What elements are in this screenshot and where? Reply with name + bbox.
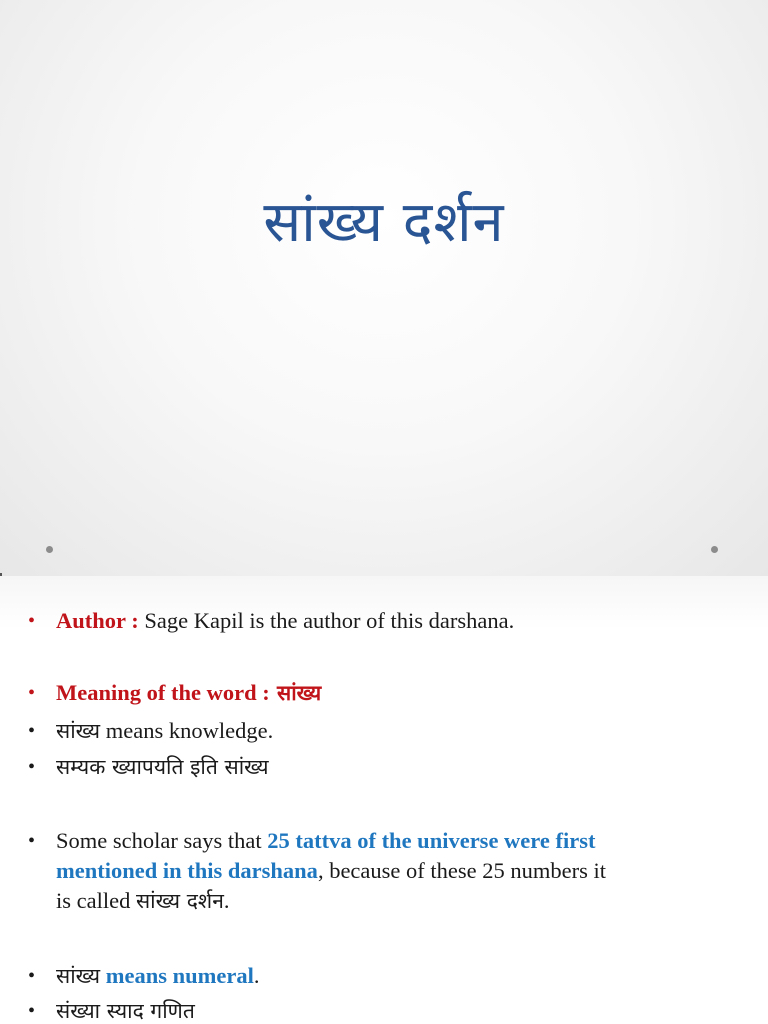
slide-title: सांख्य दर्शन — [263, 190, 505, 255]
scholar-deva: सांख्य दर्शन — [135, 889, 224, 913]
knowledge-word: सांख्य — [56, 719, 101, 743]
numeral-word: सांख्य — [56, 964, 101, 988]
bullet-marker: • — [28, 1000, 36, 1022]
sanskrit-text: सम्यक ख्यापयति इति सांख्य — [56, 755, 269, 779]
bullet-marker: • — [28, 682, 36, 704]
bullet-marker: • — [28, 965, 36, 987]
scholar-highlight-1: 25 tattva of the universe were first — [267, 828, 596, 853]
bullet-marker: • — [28, 756, 36, 778]
decorative-dot-left — [46, 546, 53, 553]
bullet-marker: • — [28, 720, 36, 742]
knowledge-text: means knowledge. — [100, 718, 274, 743]
bullet-text — [56, 678, 746, 708]
author-label: Author : — [56, 608, 139, 633]
numeral-highlight: means numeral — [105, 963, 254, 988]
scholar-post-2: is called — [56, 888, 136, 913]
bullet-marker: • — [28, 610, 36, 632]
last-text: संख्या स्याद गणित — [56, 999, 195, 1023]
numeral-end: . — [253, 963, 260, 988]
scholar-highlight-2: mentioned in this darshana — [56, 858, 318, 883]
bullet-text — [56, 716, 746, 746]
meaning-label: Meaning of the word : — [56, 680, 270, 705]
bullet-text — [56, 606, 746, 636]
scholar-post-1: , because of these 25 numbers it — [317, 858, 606, 883]
bullet-text — [56, 961, 746, 991]
scholar-end: . — [223, 888, 230, 913]
bullet-marker: • — [28, 830, 36, 852]
decorative-dot-right — [711, 546, 718, 553]
meaning-word: सांख्य — [269, 681, 322, 705]
content-slide — [0, 576, 768, 1024]
scholar-pre: Some scholar says that — [56, 828, 268, 853]
author-text: Sage Kapil is the author of this darshana. — [138, 608, 515, 633]
bullet-text — [56, 826, 746, 916]
